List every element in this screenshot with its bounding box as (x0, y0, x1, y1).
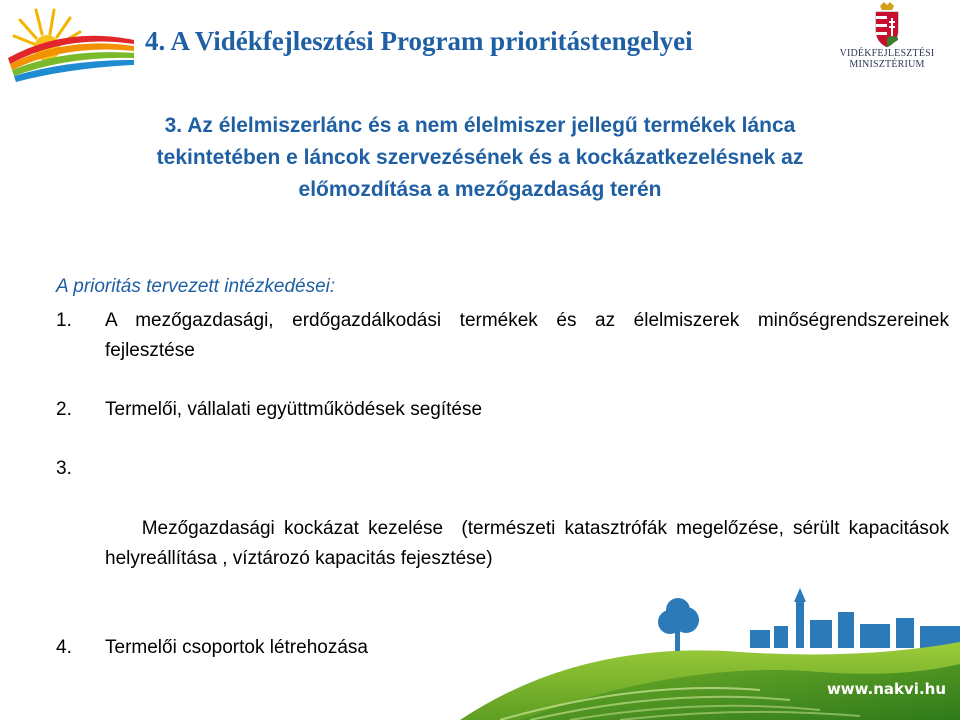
item-text: Termelői csoportok létrehozása (105, 637, 368, 658)
ministry-logo (832, 2, 942, 82)
list-item (56, 306, 949, 366)
list-item (56, 395, 949, 425)
website-url[interactable]: www.nakvi.hu (826, 680, 946, 698)
heading-line: előmozdítása a mezőgazdaság terén (298, 178, 662, 201)
item-number: 1. (56, 310, 72, 331)
ministry-name-line1: VIDÉKFEJLESZTÉSI (839, 48, 935, 59)
measures-subheading: A prioritás tervezett intézkedései: (56, 276, 336, 297)
ministry-name-line2: MINISZTÉRIUM (849, 59, 925, 70)
program-logo (6, 6, 138, 82)
page-title: 4. A Vidékfejlesztési Program prioritástengelyei (145, 26, 693, 56)
heading-line: tekintetében e láncok szervezésének és a kockázatkezelésnek az (156, 146, 804, 169)
item-number: 2. (56, 399, 72, 420)
village-silhouette (750, 588, 960, 648)
item-text: Mezőgazdasági kockázat kezelése (természeti katasztrófák megelőzése, sérült kapacitások helyreállítása , víztározó kapacitás fejesztése) (105, 518, 955, 569)
priority-heading (40, 110, 920, 206)
item-number: 3. (56, 458, 72, 479)
coat-of-arms-icon (872, 2, 902, 48)
item-text: Termelői, vállalati együttműködések segítése (105, 399, 483, 420)
item-text: A mezőgazdasági, erdőgazdálkodási termékek és az élelmiszerek minőségrendszereinek fejlesztése (105, 310, 949, 361)
heading-line: 3. Az élelmiszerlánc és a nem élelmiszer jellegű termékek lánca (164, 114, 796, 137)
item-number: 4. (56, 637, 72, 658)
